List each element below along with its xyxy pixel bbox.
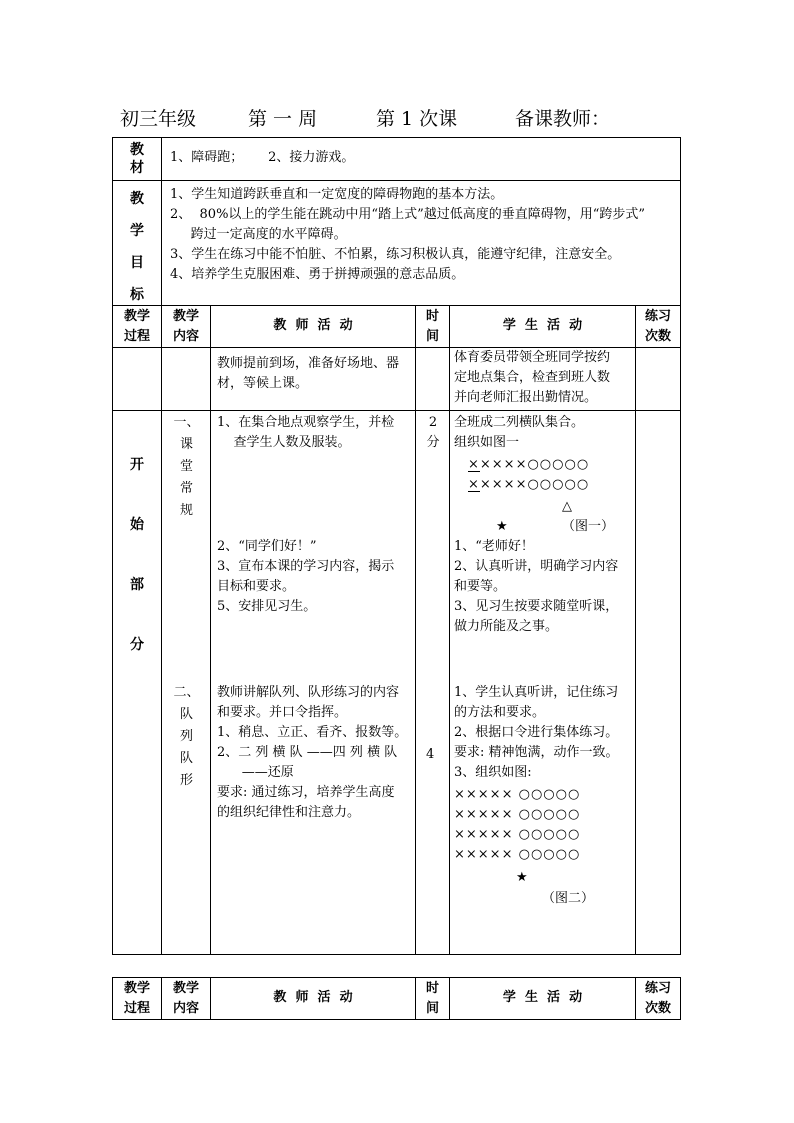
- col-process: 教学 过程: [113, 978, 162, 1020]
- goals-label-char: 目: [130, 255, 144, 271]
- start-time-cell: [416, 411, 450, 955]
- prep-student-line: 体育委员带领全班同学按约: [454, 350, 611, 365]
- fig1-triangle: △: [562, 499, 572, 514]
- section1-student-line: 3、见习生按要求随堂听课，: [454, 599, 619, 614]
- grade-label: 初三年级: [120, 108, 197, 130]
- prep-process-cell: [113, 348, 162, 411]
- material-label: 教 材: [130, 142, 144, 176]
- prep-teacher-line: 教师提前到场，准备好场地、器: [217, 356, 400, 371]
- goal-line: 跨过一定高度的水平障碍。: [170, 227, 347, 242]
- section2-content-line: 二、: [173, 685, 200, 700]
- start-count-cell: [636, 411, 681, 955]
- section1-content-line: 规: [179, 503, 193, 518]
- prep-time-cell: [416, 348, 450, 411]
- col-count: 练习 次数: [636, 978, 681, 1020]
- fig2-star: ★: [516, 870, 528, 885]
- section1-student-line: 做力所能及之事。: [454, 619, 559, 634]
- lesson-plan-table: [112, 137, 681, 955]
- start-label-cell: [113, 411, 162, 955]
- section2-teacher-line: 要求: 通过练习，培养学生高度: [217, 785, 395, 800]
- prep-student-cell: [450, 348, 636, 411]
- material-cell: [162, 138, 681, 181]
- prep-teacher-cell: [211, 348, 416, 411]
- section1-teacher-line: 5、安排见习生。: [217, 599, 317, 614]
- fig1-caption: （图一）: [562, 519, 615, 534]
- fig1-row: ×××××○○○○○: [468, 477, 590, 492]
- section2-content-line: 队: [179, 751, 193, 766]
- section2-teacher-line: 教师讲解队列、队形练习的内容: [217, 685, 400, 700]
- section2-time: 4: [426, 747, 435, 762]
- col-student: 学 生 活 动: [450, 978, 636, 1020]
- goal-line: 3、学生在练习中能不怕脏、不怕累，练习积极认真，能遵守纪律，注意安全。: [170, 247, 621, 262]
- continuation-header-table: [112, 977, 681, 1020]
- section1-content-line: 堂: [179, 459, 193, 474]
- section1-student-line: 全班成二列横队集合。: [454, 415, 585, 430]
- section1-teacher-line: 查学生人数及服装。: [217, 435, 351, 450]
- section1-teacher-line: 2、“同学们好！”: [217, 539, 317, 554]
- start-label-char: 分: [130, 637, 144, 653]
- section2-content-line: 队: [179, 707, 193, 722]
- col-teacher: 教 师 活 动: [211, 306, 416, 348]
- section1-student-line: 2、认真听讲，明确学习内容: [454, 559, 619, 574]
- section1-content-line: 课: [179, 437, 193, 452]
- fig1-star: ★: [496, 519, 508, 534]
- section2-student-line: 1、学生认真听讲，记住练习: [454, 685, 619, 700]
- col-time: 时 间: [416, 306, 450, 348]
- start-label-char: 部: [130, 577, 144, 593]
- section1-student-line: 和要等。: [454, 579, 507, 594]
- goal-line: 2、 80%以上的学生能在跳动中用“踏上式”越过低高度的垂直障碍物，用“跨步式”: [170, 207, 646, 222]
- prep-count-cell: [636, 348, 681, 411]
- fig2-row: ××××× ○○○○○: [454, 787, 581, 802]
- section2-student-line: 3、组织如图:: [454, 765, 532, 780]
- col-count: 练习 次数: [636, 306, 681, 348]
- col-teacher: 教 师 活 动: [211, 978, 416, 1020]
- start-student-cell: [450, 411, 636, 955]
- prep-content-cell: [162, 348, 211, 411]
- fig1-row: ×××××○○○○○: [468, 457, 590, 472]
- section1-teacher-line: 目标和要求。: [217, 579, 296, 594]
- section1-content-line: 常: [179, 481, 193, 496]
- section2-student-line: 2、根据口令进行集体练习。: [454, 725, 619, 740]
- col-content: 教学 内容: [162, 306, 211, 348]
- section1-content-line: 一、: [173, 415, 200, 430]
- fig2-row: ××××× ○○○○○: [454, 847, 581, 862]
- start-teacher-cell: [211, 411, 416, 955]
- section1-time: 分: [426, 435, 440, 450]
- prep-teacher-line: 材，等候上课。: [217, 376, 309, 391]
- lesson-label: 第 1 次课: [376, 108, 458, 130]
- underline-mark: [468, 471, 480, 472]
- section2-student-line: 要求: 精神饱满，动作一致。: [454, 745, 619, 760]
- figure-1: [468, 455, 589, 495]
- col-student: 学 生 活 动: [450, 306, 636, 348]
- week-label: 第 一 周: [248, 108, 318, 130]
- goals-label-char: 标: [130, 287, 144, 303]
- material-label-cell: [113, 138, 162, 181]
- col-process: 教学 过程: [113, 306, 162, 348]
- goal-line: 4、培养学生克服困难、勇于拼搏顽强的意志品质。: [170, 267, 465, 282]
- goals-label-cell: [113, 181, 162, 306]
- section2-teacher-line: 的组织纪律性和注意力。: [217, 805, 361, 820]
- section1-student-line: 1、“老师好！: [454, 539, 534, 554]
- underline-mark: [468, 491, 480, 492]
- fig2-row: ××××× ○○○○○: [454, 807, 581, 822]
- start-label-char: 始: [130, 517, 144, 533]
- section2-student-line: 的方法和要求。: [454, 705, 546, 720]
- goals-cell: [162, 181, 681, 306]
- fig2-caption: （图二）: [542, 891, 595, 906]
- section1-teacher-line: 3、宣布本课的学习内容，揭示: [217, 559, 395, 574]
- figure-2: [454, 785, 580, 865]
- start-label-char: 开: [130, 457, 144, 473]
- section2-teacher-line: 2、二 列 横 队 ——四 列 横 队: [217, 745, 398, 760]
- section2-content-line: 列: [179, 729, 193, 744]
- goal-line: 1、学生知道跨跃垂直和一定宽度的障碍物跑的基本方法。: [170, 187, 504, 202]
- prep-student-line: 定地点集合，检查到班人数: [454, 370, 611, 385]
- section2-teacher-line: 和要求。并口令指挥。: [217, 705, 348, 720]
- section2-content-line: 形: [179, 773, 193, 788]
- goals-label-char: 教: [130, 191, 144, 207]
- section1-student-line: 组织如图一: [454, 435, 520, 450]
- section1-time: 2: [428, 415, 438, 430]
- section2-teacher-line: 1、稍息、立正、看齐、报数等。: [217, 725, 408, 740]
- section2-teacher-line: ——还原: [217, 765, 294, 780]
- prep-student-line: 并向老师汇报出勤情况。: [454, 390, 598, 405]
- teacher-label: 备课教师：: [515, 108, 611, 130]
- fig2-row: ××××× ○○○○○: [454, 827, 581, 842]
- section1-teacher-line: 1、在集合地点观察学生，并检: [217, 415, 395, 430]
- start-content-cell: [162, 411, 211, 955]
- goals-label-char: 学: [130, 223, 144, 239]
- col-time: 时 间: [416, 978, 450, 1020]
- col-content: 教学 内容: [162, 978, 211, 1020]
- material-items: 1、障碍跑； 2、接力游戏。: [170, 150, 355, 165]
